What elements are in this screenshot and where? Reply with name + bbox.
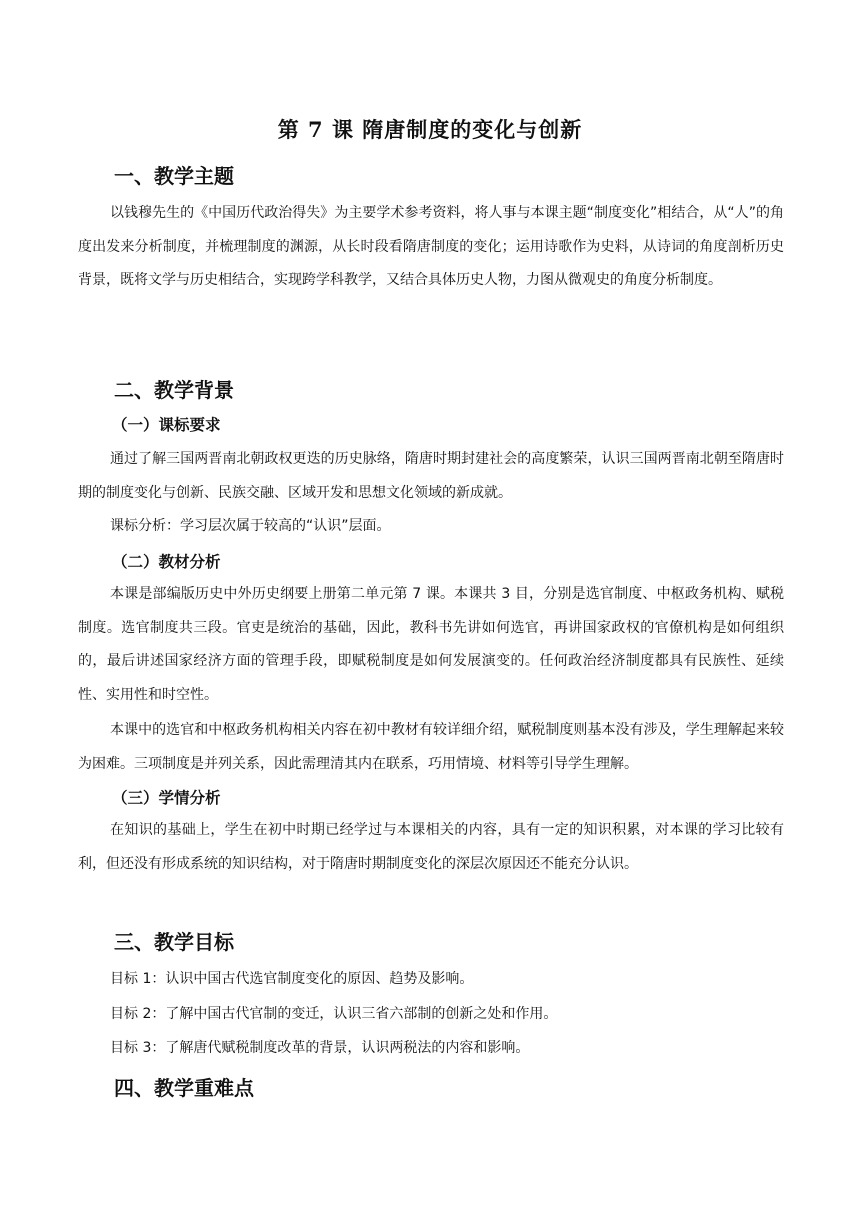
paragraph-student-analysis: 在知识的基础上，学生在初中时期已经学过与本课相关的内容，具有一定的知识积累，对本课的学习比较有利，但还没有形成系统的知识结构，对于隋唐时期制度变化的深层次原因还不能充分认识。 (78, 822, 784, 872)
heading-teaching-background: 二、教学背景 (114, 378, 234, 402)
paragraph-textbook-analysis-1: 本课是部编版历史中外历史纲要上册第二单元第 7 课。本课共 3 目，分别是选官制度、中枢政务机构、赋税制度。选官制度共三段。官吏是统治的基础，因此，教科书先讲如何选官，再讲国家政权的官僚机构是如何组织的，最后讲述国家经济方面的管理手段，即赋税制度是如何发展演变的。任何政治经济制度都具有民族性、延续性、实用性和时空性。 (78, 586, 784, 703)
goal-item-2: 目标 2：了解中国古代官制的变迁，认识三省六部制的创新之处和作用。 (110, 1006, 558, 1022)
subheading-curriculum-requirements: （一）课标要求 (112, 416, 221, 434)
goal-item-1: 目标 1：认识中国古代选官制度变化的原因、趋势及影响。 (110, 971, 474, 987)
heading-key-difficult-points: 四、教学重难点 (114, 1076, 254, 1100)
paragraph-textbook-analysis-2: 本课中的选官和中枢政务机构相关内容在初中教材有较详细介绍，赋税制度则基本没有涉及，学生理解起来较为困难。三项制度是并列关系，因此需理清其内在联系，巧用情境、材料等引导学生理解。 (78, 722, 784, 772)
subheading-textbook-analysis: （二）教材分析 (112, 553, 221, 571)
paragraph-curriculum-analysis: 课标分析：学习层次属于较高的“认识”层面。 (110, 518, 391, 534)
subheading-student-analysis: （三）学情分析 (112, 789, 221, 807)
paragraph-curriculum-requirements: 通过了解三国两晋南北朝政权更迭的历史脉络，隋唐时期封建社会的高度繁荣，认识三国两晋南北朝至隋唐时期的制度变化与创新、民族交融、区域开发和思想文化领域的新成就。 (78, 451, 784, 501)
paragraph-teaching-theme: 以钱穆先生的《中国历代政治得失》为主要学术参考资料，将人事与本课主题“制度变化”相结合，从“人”的角度出发来分析制度，并梳理制度的渊源，从长时段看隋唐制度的变化；运用诗歌作为史料，从诗词的角度剖析历史背景，既将文学与历史相结合，实现跨学科教学，又结合具体历史人物，力图从微观史的角度分析制度。 (78, 205, 784, 288)
lesson-title: 第 7 课 隋唐制度的变化与创新 (277, 117, 583, 142)
heading-teaching-theme: 一、教学主题 (114, 164, 234, 188)
heading-teaching-goals: 三、教学目标 (114, 930, 234, 954)
goal-item-3: 目标 3：了解唐代赋税制度改革的背景，认识两税法的内容和影响。 (110, 1040, 530, 1056)
